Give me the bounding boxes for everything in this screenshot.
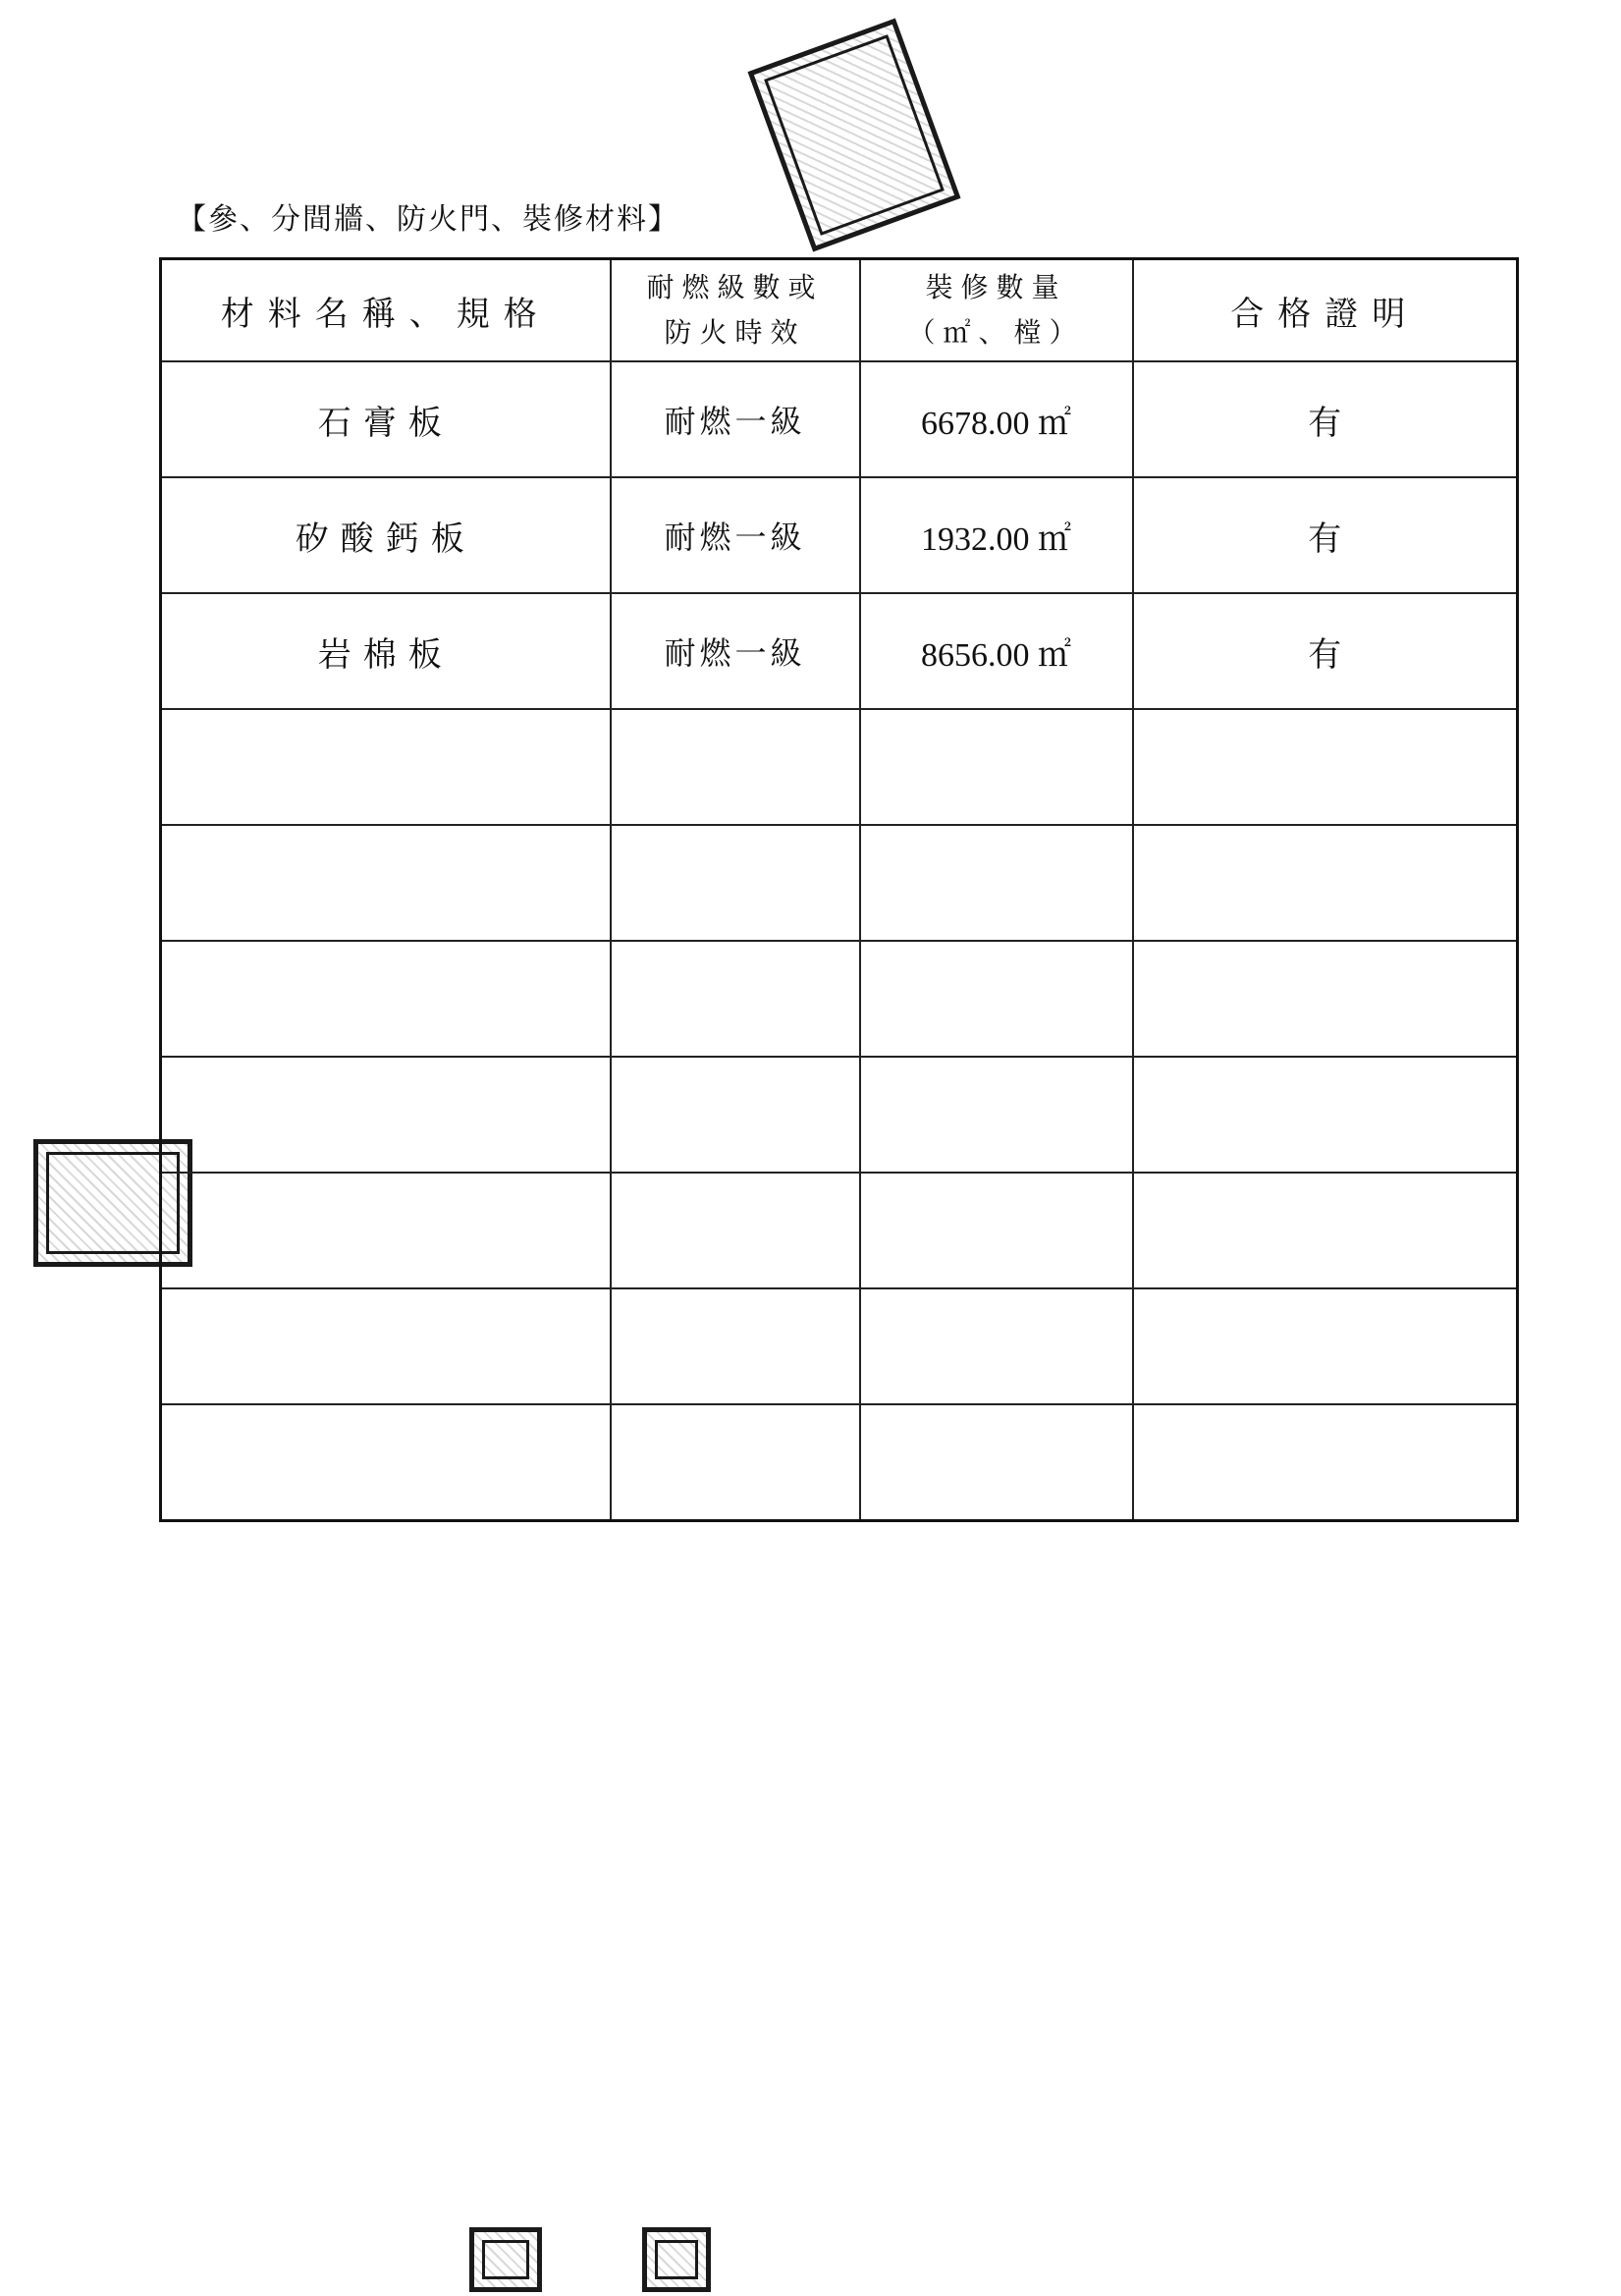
- material-name-cell: 岩棉板: [161, 593, 611, 709]
- empty-cell: [860, 709, 1133, 825]
- empty-cell: [611, 709, 860, 825]
- header-fire-rating-line1: 耐燃級數或: [646, 271, 824, 303]
- header-material-name: 材料名稱、規格: [161, 259, 611, 362]
- empty-cell: [161, 709, 611, 825]
- empty-table-row: [161, 1173, 1518, 1288]
- page-stamp-icon: [642, 2227, 711, 2292]
- material-name-cell: 石膏板: [161, 361, 611, 477]
- empty-cell: [860, 1173, 1133, 1288]
- fire-rating-cell: 耐燃一級: [611, 361, 860, 477]
- quantity-cell: 6678.00 ㎡: [860, 361, 1133, 477]
- empty-table-row: [161, 1404, 1518, 1521]
- empty-cell: [161, 825, 611, 941]
- empty-table-row: [161, 825, 1518, 941]
- header-fire-rating-line2: 防火時效: [664, 316, 806, 349]
- empty-cell: [611, 1057, 860, 1173]
- empty-cell: [1133, 1057, 1518, 1173]
- empty-cell: [1133, 825, 1518, 941]
- empty-cell: [1133, 1404, 1518, 1521]
- empty-table-row: [161, 941, 1518, 1057]
- empty-cell: [1133, 1173, 1518, 1288]
- certificate-cell: 有: [1133, 593, 1518, 709]
- quantity-cell: 1932.00 ㎡: [860, 477, 1133, 593]
- empty-cell: [611, 1288, 860, 1404]
- seal-stamp-icon: [747, 19, 960, 252]
- empty-cell: [860, 941, 1133, 1057]
- empty-table-row: [161, 1057, 1518, 1173]
- quantity-cell: 8656.00 ㎡: [860, 593, 1133, 709]
- empty-cell: [1133, 709, 1518, 825]
- empty-cell: [161, 1404, 611, 1521]
- empty-cell: [161, 1057, 611, 1173]
- material-name-cell: 矽酸鈣板: [161, 477, 611, 593]
- section-title: 【參、分間牆、防火門、裝修材料】: [177, 202, 679, 237]
- header-quantity-line2: （㎡、樘）: [907, 316, 1085, 349]
- empty-cell: [161, 1173, 611, 1288]
- certificate-cell: 有: [1133, 361, 1518, 477]
- empty-cell: [860, 825, 1133, 941]
- header-quantity-line1: 裝修數量: [925, 271, 1067, 303]
- table-header-row: [161, 259, 1518, 362]
- empty-cell: [161, 1288, 611, 1404]
- page-stamp-icon: [469, 2227, 542, 2292]
- fire-rating-cell: 耐燃一級: [611, 477, 860, 593]
- materials-table: [159, 257, 1519, 1522]
- empty-cell: [161, 941, 611, 1057]
- fire-rating-cell: 耐燃一級: [611, 593, 860, 709]
- empty-cell: [611, 1404, 860, 1521]
- empty-cell: [1133, 941, 1518, 1057]
- header-fire-rating: [611, 259, 860, 362]
- empty-cell: [860, 1404, 1133, 1521]
- table-row: [161, 477, 1518, 593]
- empty-cell: [860, 1057, 1133, 1173]
- header-quantity: [860, 259, 1133, 362]
- empty-cell: [611, 1173, 860, 1288]
- certificate-cell: 有: [1133, 477, 1518, 593]
- empty-cell: [611, 941, 860, 1057]
- empty-cell: [1133, 1288, 1518, 1404]
- header-certificate: 合格證明: [1133, 259, 1518, 362]
- empty-cell: [860, 1288, 1133, 1404]
- empty-table-row: [161, 709, 1518, 825]
- empty-cell: [611, 825, 860, 941]
- table-row: [161, 593, 1518, 709]
- table-row: [161, 361, 1518, 477]
- empty-table-row: [161, 1288, 1518, 1404]
